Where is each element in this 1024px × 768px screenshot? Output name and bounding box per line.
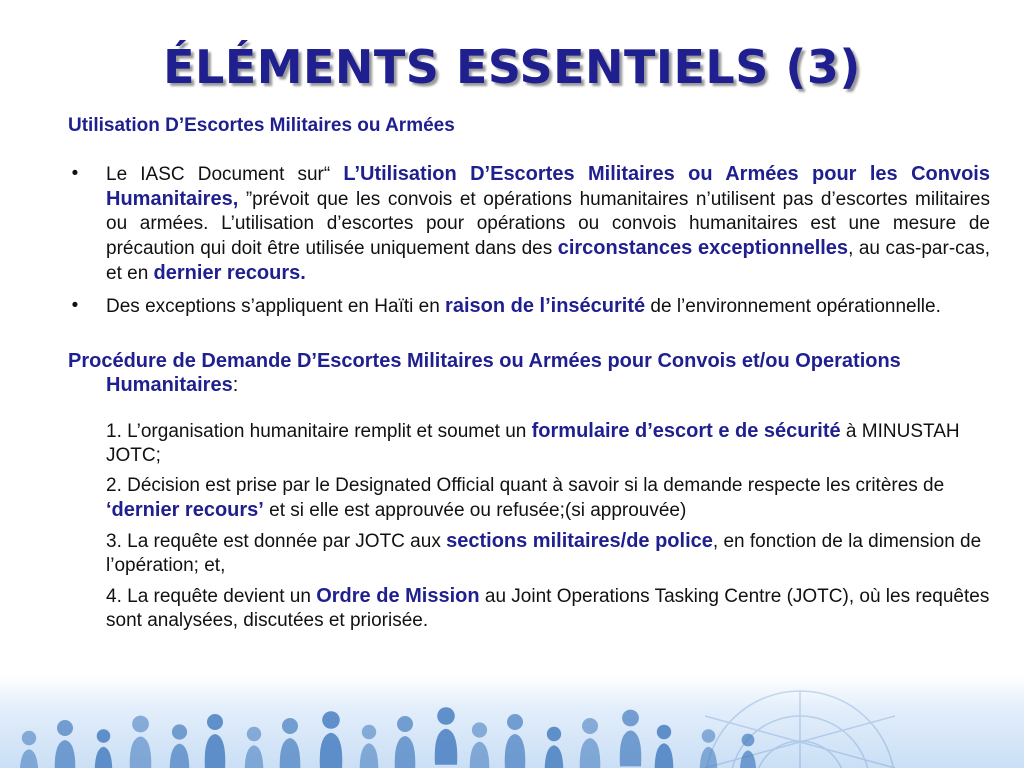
bullet-item-haiti bbox=[68, 294, 990, 319]
crowd-figure bbox=[245, 727, 264, 768]
highlight-document-title: L’Utilisation D’Escortes Militaires ou Armées pour les Convois Humanitaires, bbox=[106, 163, 990, 210]
text-run: , au cas-par-cas, et en bbox=[106, 238, 990, 284]
highlight-last-resort: dernier recours. bbox=[153, 262, 306, 284]
bullet-list bbox=[68, 162, 990, 319]
crowd-figure bbox=[280, 718, 301, 768]
procedure-step-3: 3. La requête est donnée par JOTC aux sections militaires/de police, en fonction de la dimension de l’opération; et, bbox=[106, 530, 982, 576]
crowd-silhouette-graphic bbox=[0, 676, 1024, 768]
crowd-figure bbox=[95, 729, 113, 768]
crowd-figure bbox=[360, 725, 379, 768]
crowd-figure bbox=[700, 729, 718, 768]
crowd-figure bbox=[620, 710, 642, 767]
crowd-figure bbox=[205, 714, 226, 768]
procedure-steps bbox=[106, 419, 990, 633]
highlight-sections: sections militaires/de police bbox=[446, 530, 713, 552]
footer-banner bbox=[0, 676, 1024, 768]
text-run: ”prévoit que les convois et opérations humanitaires n’utilisent pas d’escortes militaires ou armées. L’utilisation d’escortes pour opérations ou convois humanitaires est une mesure de précaution qui doit être utilisée uniquement dans des bbox=[106, 189, 990, 259]
text-run: Le IASC Document sur“ bbox=[106, 164, 344, 185]
crowd-figure bbox=[545, 727, 564, 768]
crowd-figure bbox=[130, 716, 152, 768]
highlight-insecurity: raison de l’insécurité bbox=[445, 295, 646, 317]
procedure-step-4: 4. La requête devient un Ordre de Mission au Joint Operations Tasking Centre (JOTC), où les requêtes sont analysées, discutées et priorisée. bbox=[106, 585, 990, 631]
crowd-figure bbox=[320, 711, 343, 768]
slide-title: ÉLÉMENTS ESSENTIELS (3) bbox=[163, 40, 861, 94]
crowd-figure bbox=[170, 724, 190, 768]
crowd-figure bbox=[395, 716, 416, 768]
crowd-figure bbox=[470, 722, 490, 768]
procedure-heading: Procédure de Demande D’Escortes Militaires ou Armées pour Convois et/ou Operations Humanitaires: bbox=[68, 350, 901, 396]
highlight-last-resort-criteria: ‘dernier recours’ bbox=[106, 499, 264, 521]
crowd-figure bbox=[505, 714, 526, 768]
section-subheading: Utilisation D’Escortes Militaires ou Armées bbox=[68, 115, 455, 136]
procedure-step-2: 2. Décision est prise par le Designated Official quant à savoir si la demande respecte les critères de ‘dernier recours’ et si elle est approuvée ou refusée;(si approuvée) bbox=[106, 475, 945, 521]
crowd-figure bbox=[55, 720, 76, 768]
slide-content bbox=[68, 114, 990, 639]
crowd-figure bbox=[20, 731, 39, 768]
text-run: Des exceptions s’appliquent en Haïti en bbox=[106, 296, 446, 317]
crowd-figure bbox=[740, 734, 757, 768]
crowd-figure bbox=[655, 725, 674, 768]
highlight-mission-order: Ordre de Mission bbox=[316, 585, 480, 607]
crowd-figure bbox=[435, 707, 458, 765]
bullet-glyph: • bbox=[71, 163, 79, 184]
crowd-figure bbox=[580, 718, 601, 768]
highlight-circumstances: circonstances exceptionnelles bbox=[557, 237, 849, 259]
un-emblem-graphic bbox=[705, 691, 895, 768]
bullet-item-iasc bbox=[68, 162, 990, 286]
bullet-glyph: • bbox=[71, 295, 79, 316]
highlight-form: formulaire d’escort e de sécurité bbox=[531, 420, 841, 442]
procedure-step-1: 1. L’organisation humanitaire remplit et soumet un formulaire d’escort e de sécurité à MINUSTAH JOTC; bbox=[106, 420, 960, 466]
text-run: de l’environnement opérationnelle. bbox=[645, 296, 941, 317]
